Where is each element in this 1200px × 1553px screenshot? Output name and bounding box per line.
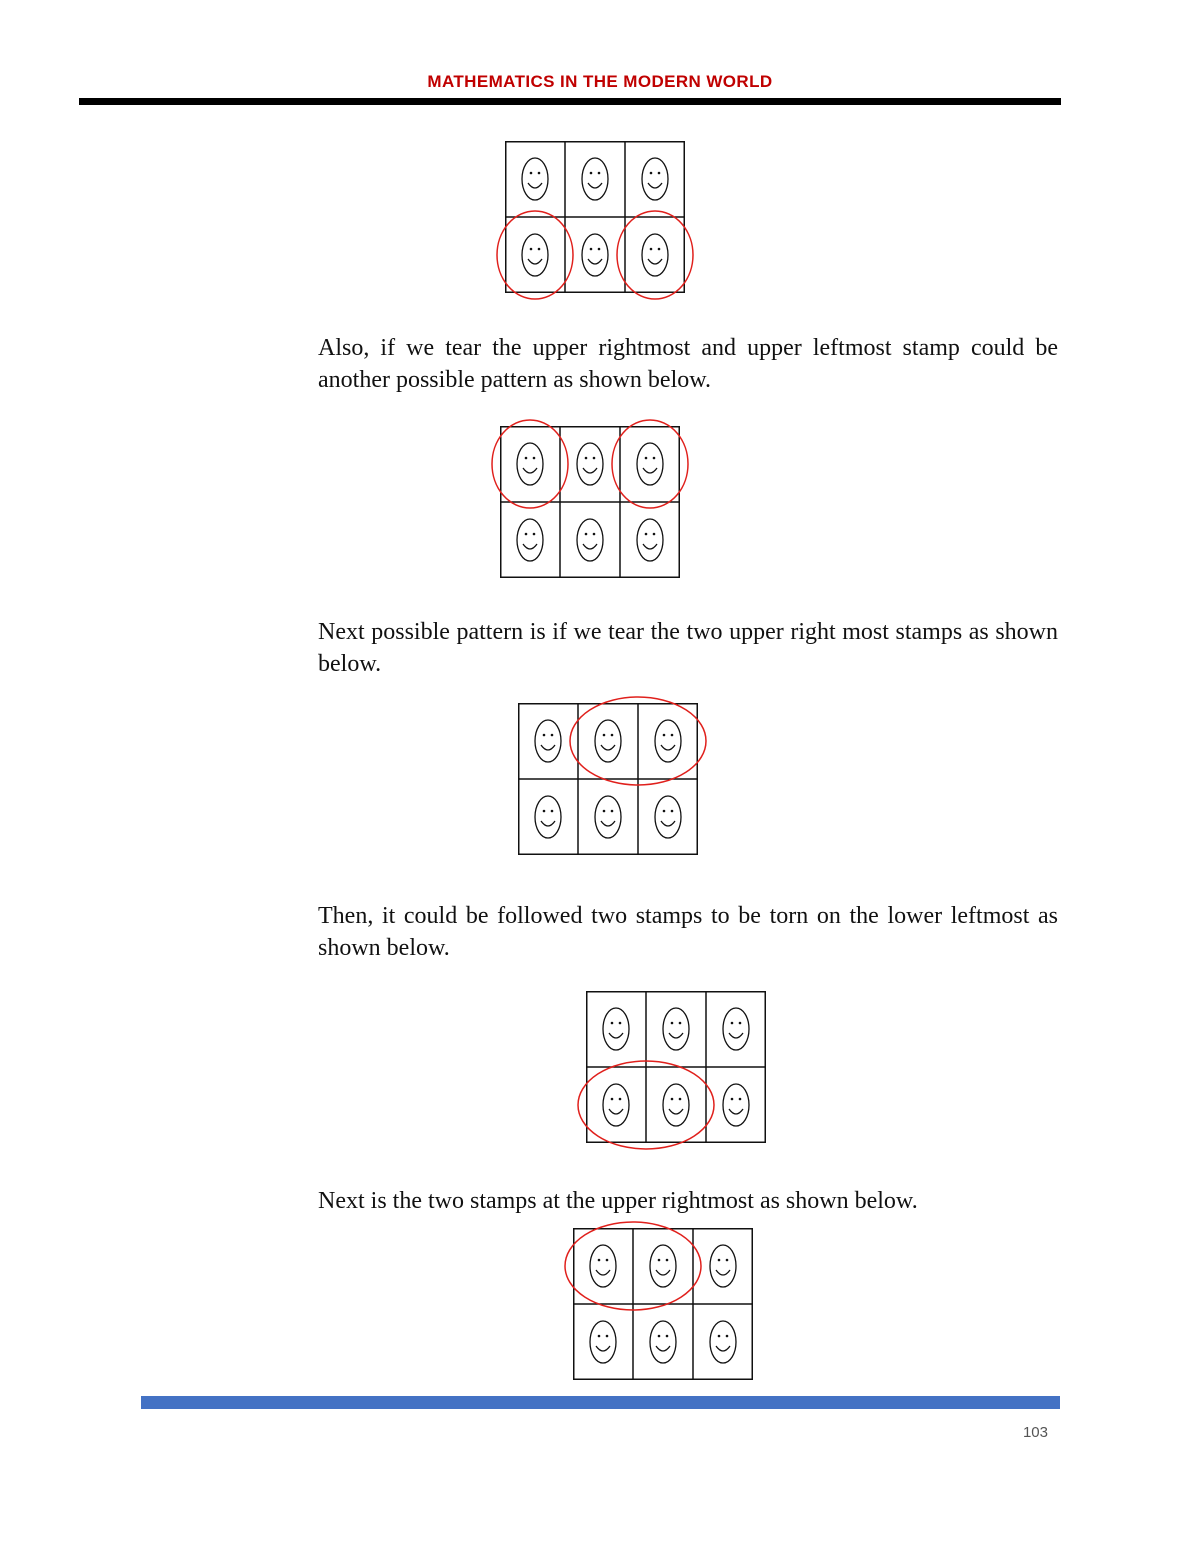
smiley-stamp-icon: [637, 443, 663, 485]
smiley-stamp-icon: [595, 796, 621, 838]
smiley-stamp-icon: [517, 519, 543, 561]
smiley-stamp-icon: [595, 720, 621, 762]
smiley-stamp-icon: [642, 234, 668, 276]
paragraph-3: Then, it could be followed two stamps to be torn on the lower leftmost as shown below.: [318, 903, 1058, 961]
smiley-stamp-icon: [577, 519, 603, 561]
smiley-stamp-icon: [535, 720, 561, 762]
smiley-stamp-icon: [655, 796, 681, 838]
page-number: 103: [1022, 1424, 1048, 1441]
footer-bar: [141, 1396, 1060, 1409]
smiley-stamp-icon: [663, 1008, 689, 1050]
paragraph-2: Next possible pattern is if we tear the two upper right most stamps as shown below.: [318, 619, 1058, 677]
smiley-stamp-icon: [577, 443, 603, 485]
highlight-circle: [612, 420, 688, 508]
smiley-stamp-icon: [642, 158, 668, 200]
paragraph-4: Next is the two stamps at the upper rightmost as shown below.: [318, 1188, 918, 1214]
stamp-grid-figure-1: [505, 141, 685, 293]
stamp-grid-figure-2: [500, 426, 680, 578]
header-rule: [79, 98, 1061, 105]
smiley-stamp-icon: [663, 1084, 689, 1126]
smiley-stamp-icon: [522, 158, 548, 200]
smiley-stamp-icon: [710, 1321, 736, 1363]
stamp-grid-figure-5: [573, 1228, 753, 1380]
smiley-stamp-icon: [517, 443, 543, 485]
smiley-stamp-icon: [655, 720, 681, 762]
smiley-stamp-icon: [650, 1321, 676, 1363]
smiley-stamp-icon: [710, 1245, 736, 1287]
smiley-stamp-icon: [590, 1321, 616, 1363]
highlight-circle: [497, 211, 573, 299]
paragraph-1: Also, if we tear the upper rightmost and upper leftmost stamp could be another possible pattern as shown below.: [318, 335, 1058, 393]
smiley-stamp-icon: [590, 1245, 616, 1287]
stamp-grid-figure-4: [586, 991, 766, 1143]
smiley-stamp-icon: [522, 234, 548, 276]
stamp-grid-figure-3: [518, 703, 698, 855]
smiley-stamp-icon: [637, 519, 663, 561]
smiley-stamp-icon: [650, 1245, 676, 1287]
smiley-stamp-icon: [535, 796, 561, 838]
smiley-stamp-icon: [723, 1084, 749, 1126]
highlight-circle: [617, 211, 693, 299]
smiley-stamp-icon: [582, 234, 608, 276]
smiley-stamp-icon: [603, 1084, 629, 1126]
highlight-circle: [492, 420, 568, 508]
smiley-stamp-icon: [723, 1008, 749, 1050]
running-header: MATHEMATICS IN THE MODERN WORLD: [427, 72, 773, 91]
smiley-stamp-icon: [582, 158, 608, 200]
smiley-stamp-icon: [603, 1008, 629, 1050]
